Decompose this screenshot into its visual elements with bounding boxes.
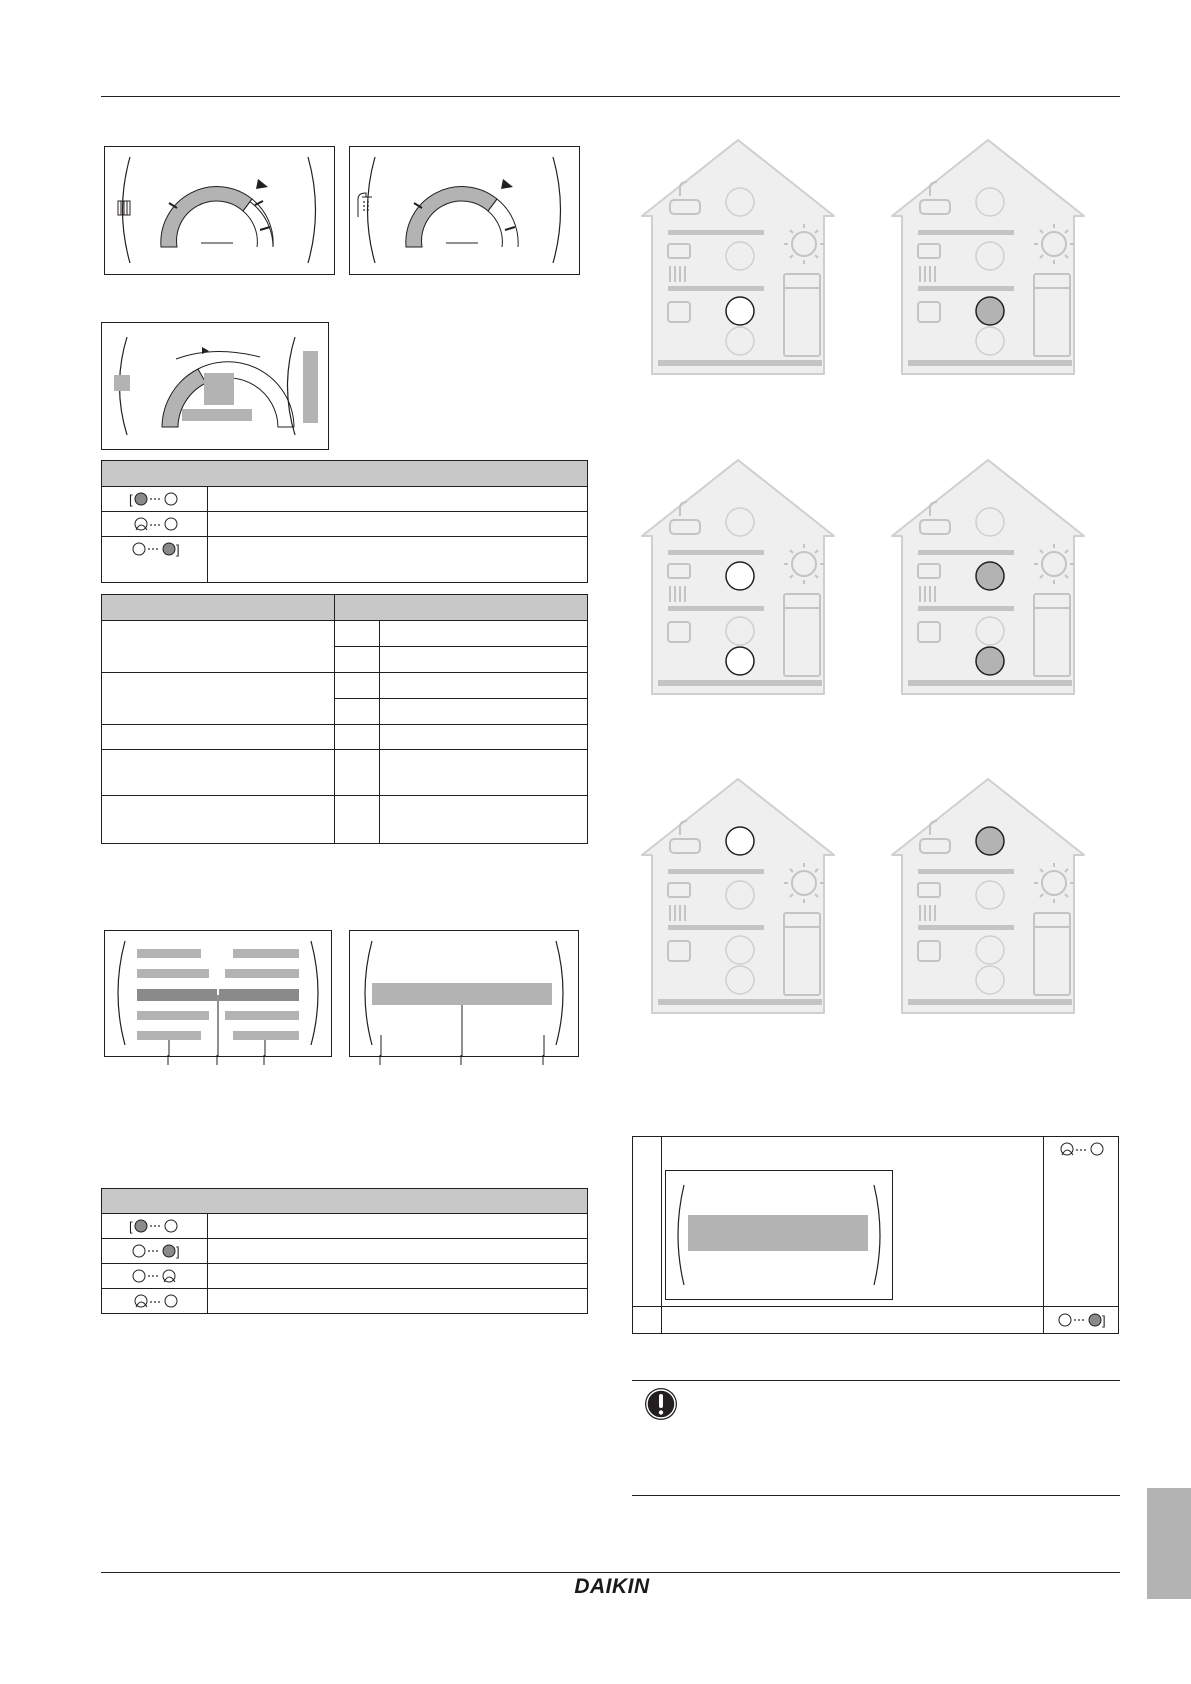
svg-text:]: ]	[175, 1244, 180, 1259]
turn-left-dial-icon	[102, 487, 207, 511]
turn-right-dial-icon	[1044, 1307, 1118, 1333]
callout-ticks	[349, 1055, 577, 1067]
table-row	[102, 1289, 587, 1313]
svg-text:]: ]	[175, 542, 180, 557]
notice-bottom-rule	[632, 1495, 1120, 1496]
interaction-table-2	[101, 1188, 588, 1314]
shower-icon	[358, 193, 372, 217]
dial-illustration	[105, 147, 334, 274]
value-illustration	[350, 931, 578, 1056]
confirm-screen	[665, 1170, 893, 1300]
house-diagram	[632, 456, 844, 698]
radiator-icon	[118, 201, 130, 215]
table-row	[102, 725, 587, 750]
zone-circle	[726, 881, 754, 909]
dial-illustration	[350, 147, 579, 274]
chapter-side-tab	[1147, 1488, 1191, 1599]
zone-circle	[976, 188, 1004, 216]
house-diagram	[632, 775, 844, 1017]
zone-circle	[976, 297, 1004, 325]
table-row	[102, 673, 587, 725]
zone-circle	[726, 242, 754, 270]
space-heating-dial-screen	[104, 146, 335, 275]
house-diagram	[632, 136, 844, 378]
zone-circle	[976, 242, 1004, 270]
daikin-logo: DAIKIN	[574, 1575, 650, 1598]
zone-circle	[726, 827, 754, 855]
table-row	[102, 512, 587, 537]
table-row	[102, 1214, 587, 1239]
generic-dial-screen	[101, 322, 329, 450]
notice-top-rule	[632, 1380, 1120, 1381]
zone-circle	[976, 936, 1004, 964]
zone-circle	[726, 562, 754, 590]
zone-circle	[976, 966, 1004, 994]
press-right-dial-icon	[102, 1264, 207, 1288]
house-diagram	[882, 456, 1094, 698]
svg-text:[: [	[128, 1219, 133, 1234]
zone-circle	[976, 327, 1004, 355]
confirm-illustration	[666, 1171, 892, 1299]
menu-list-screen	[104, 930, 332, 1057]
value-screen	[349, 930, 579, 1057]
press-left-dial-icon	[102, 1289, 207, 1313]
zone-circle	[726, 936, 754, 964]
table-row	[102, 1264, 587, 1289]
press-right-dial-icon	[102, 537, 207, 582]
turn-right-dial-icon	[102, 1239, 207, 1263]
press-and-hold-icon	[1044, 1137, 1118, 1306]
zone-circle	[976, 881, 1004, 909]
house-diagram	[882, 775, 1094, 1017]
zone-circle	[976, 617, 1004, 645]
zone-circle	[726, 297, 754, 325]
table-row	[102, 796, 587, 843]
callout-ticks	[104, 1055, 330, 1067]
table-header	[102, 595, 587, 621]
procedure-table	[632, 1136, 1119, 1334]
house-diagram	[882, 136, 1094, 378]
turn-left-dial-icon	[102, 1214, 207, 1238]
table-row	[102, 1239, 587, 1264]
table-header	[102, 1189, 587, 1214]
zone-circle	[976, 827, 1004, 855]
table-row	[102, 621, 587, 673]
notice-exclamation-icon	[643, 1386, 679, 1422]
header-rule	[101, 96, 1120, 97]
zone-circle	[976, 562, 1004, 590]
zone-circle	[726, 508, 754, 536]
footer-rule	[101, 1572, 1120, 1573]
zone-circle	[976, 508, 1004, 536]
press-and-hold-icon	[102, 512, 207, 536]
tank-dial-screen	[349, 146, 580, 275]
zone-circle	[726, 327, 754, 355]
menu-illustration	[105, 931, 331, 1056]
svg-text:[: [	[128, 492, 133, 507]
table-row	[102, 537, 587, 582]
table-row	[102, 487, 587, 512]
zone-circle	[726, 617, 754, 645]
table-row	[633, 1137, 1118, 1307]
zone-circle	[726, 966, 754, 994]
zone-circle	[976, 647, 1004, 675]
table-row	[633, 1307, 1118, 1333]
svg-text:]: ]	[1102, 1313, 1106, 1328]
dial-illustration	[102, 323, 328, 449]
table-row	[102, 750, 587, 796]
interaction-table-1	[101, 460, 588, 583]
zone-circle	[726, 647, 754, 675]
mode-table	[101, 594, 588, 844]
table-header	[102, 461, 587, 487]
zone-circle	[726, 188, 754, 216]
